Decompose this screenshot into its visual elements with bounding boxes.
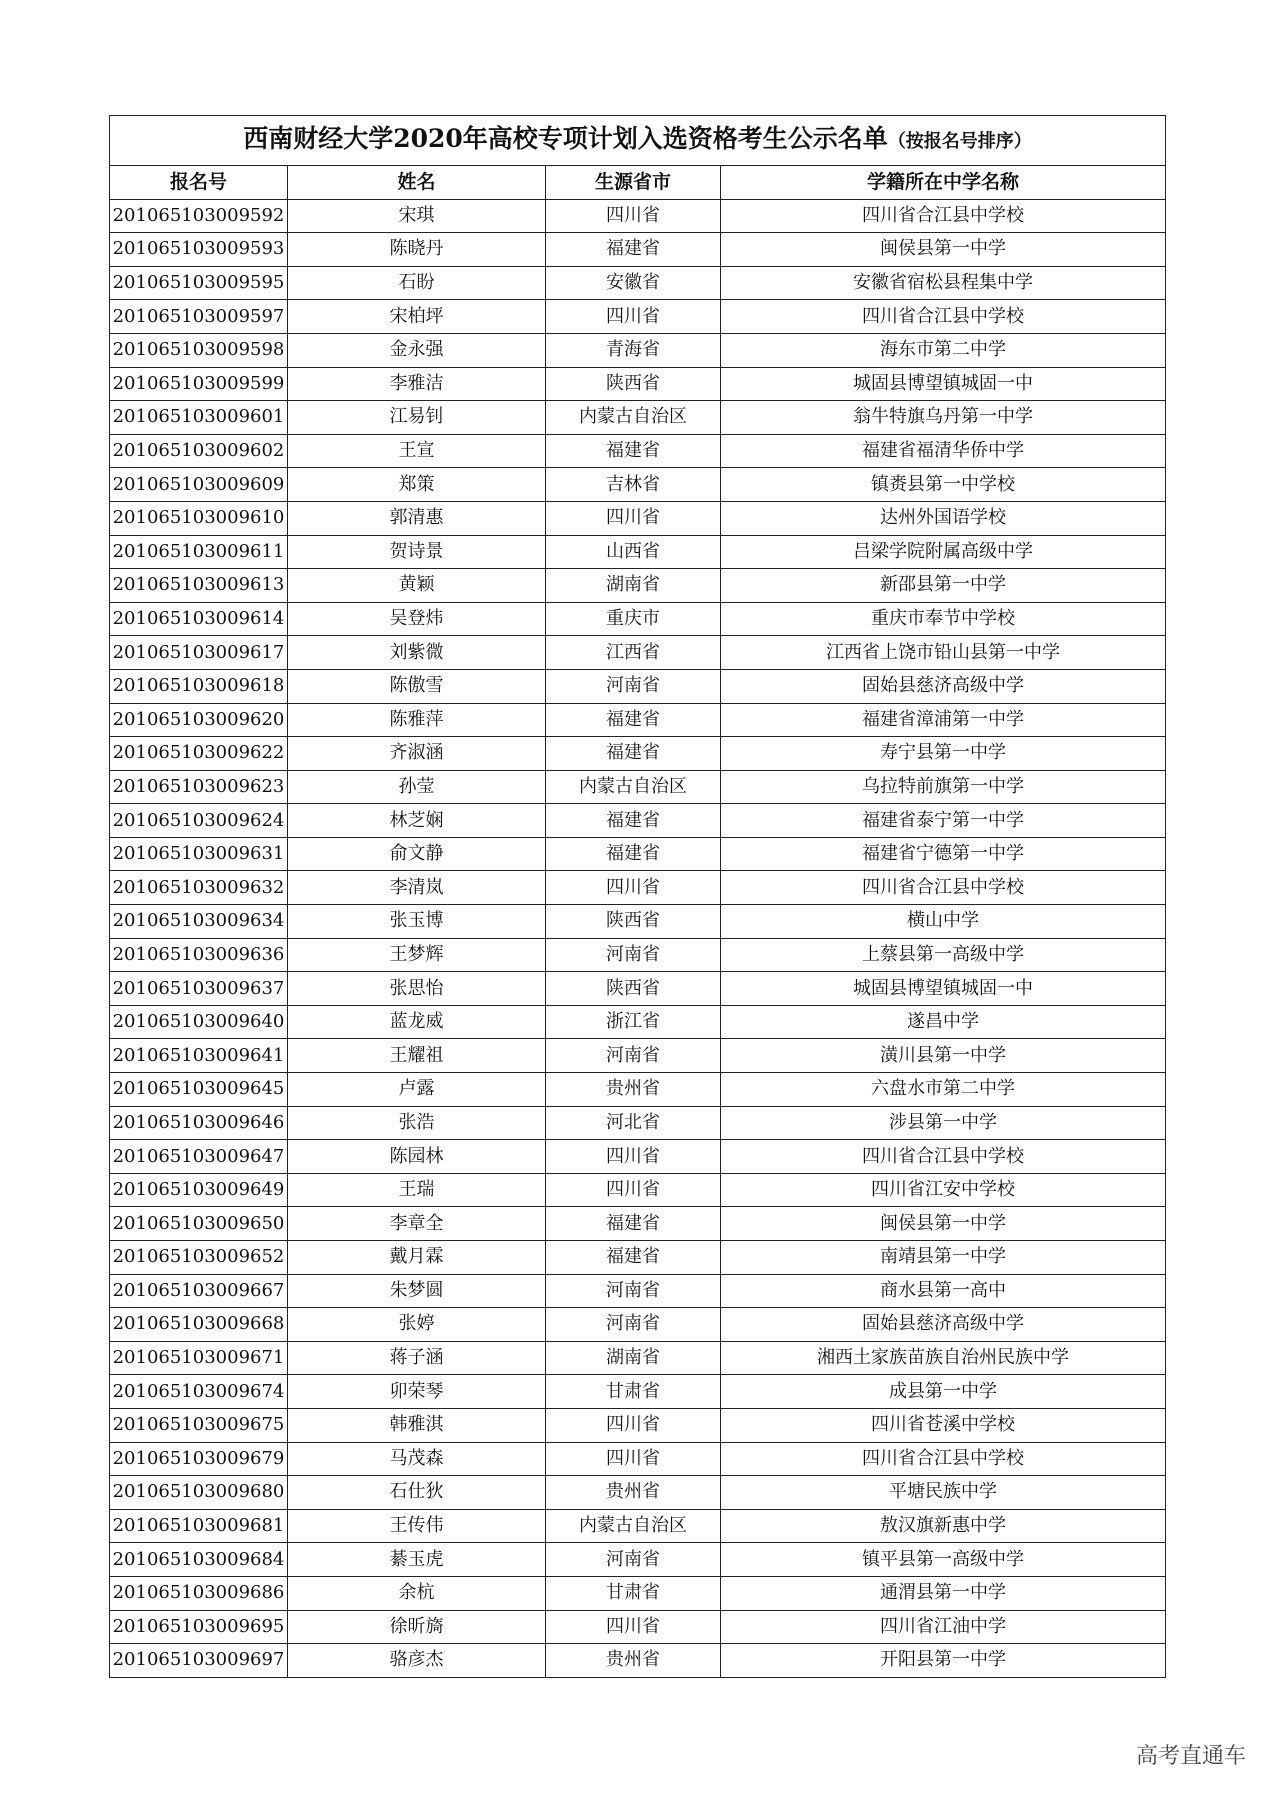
header-row	[110, 166, 1166, 200]
cell-registration-id: 201065103009636	[110, 938, 288, 972]
column-header-registration-id: 报名号	[110, 166, 288, 200]
cell-name: 孙莹	[288, 770, 546, 804]
table-row	[110, 569, 1166, 603]
cell-school: 涉县第一中学	[721, 1106, 1166, 1140]
table-row	[110, 401, 1166, 435]
table-row	[110, 1173, 1166, 1207]
cell-province: 四川省	[546, 1610, 721, 1644]
cell-school: 寿宁县第一中学	[721, 737, 1166, 771]
cell-registration-id: 201065103009610	[110, 501, 288, 535]
cell-registration-id: 201065103009675	[110, 1408, 288, 1442]
cell-province: 四川省	[546, 1140, 721, 1174]
table-row	[110, 1576, 1166, 1610]
cell-name: 林芝娴	[288, 804, 546, 838]
table-row	[110, 1341, 1166, 1375]
cell-name: 陈傲雪	[288, 669, 546, 703]
cell-name: 郑策	[288, 468, 546, 502]
cell-registration-id: 201065103009592	[110, 199, 288, 233]
cell-province: 贵州省	[546, 1476, 721, 1510]
cell-name: 王传伟	[288, 1509, 546, 1543]
cell-name: 王宣	[288, 434, 546, 468]
cell-name: 王梦辉	[288, 938, 546, 972]
cell-province: 安徽省	[546, 266, 721, 300]
table-row	[110, 1005, 1166, 1039]
cell-school: 福建省宁德第一中学	[721, 837, 1166, 871]
table-row	[110, 1106, 1166, 1140]
cell-school: 城固县博望镇城固一中	[721, 367, 1166, 401]
cell-province: 陕西省	[546, 905, 721, 939]
cell-registration-id: 201065103009618	[110, 669, 288, 703]
cell-registration-id: 201065103009620	[110, 703, 288, 737]
cell-province: 湖南省	[546, 569, 721, 603]
cell-province: 四川省	[546, 871, 721, 905]
cell-school: 镇平县第一高级中学	[721, 1543, 1166, 1577]
title-note: （按报名号排序）	[887, 131, 1032, 152]
cell-registration-id: 201065103009695	[110, 1610, 288, 1644]
table-row	[110, 1610, 1166, 1644]
cell-name: 石仕狄	[288, 1476, 546, 1510]
cell-province: 青海省	[546, 333, 721, 367]
cell-name: 徐昕旖	[288, 1610, 546, 1644]
table-row	[110, 233, 1166, 267]
cell-name: 郭清惠	[288, 501, 546, 535]
cell-registration-id: 201065103009684	[110, 1543, 288, 1577]
cell-school: 四川省合江县中学校	[721, 871, 1166, 905]
cell-name: 张婷	[288, 1308, 546, 1342]
cell-registration-id: 201065103009599	[110, 367, 288, 401]
cell-registration-id: 201065103009667	[110, 1274, 288, 1308]
cell-registration-id: 201065103009674	[110, 1375, 288, 1409]
cell-school: 海东市第二中学	[721, 333, 1166, 367]
cell-school: 商水县第一高中	[721, 1274, 1166, 1308]
cell-name: 黄颖	[288, 569, 546, 603]
cell-registration-id: 201065103009640	[110, 1005, 288, 1039]
cell-school: 南靖县第一中学	[721, 1241, 1166, 1275]
cell-name: 卯荣琴	[288, 1375, 546, 1409]
cell-province: 福建省	[546, 1207, 721, 1241]
cell-province: 贵州省	[546, 1073, 721, 1107]
cell-school: 成县第一中学	[721, 1375, 1166, 1409]
table-row	[110, 770, 1166, 804]
cell-name: 蒋子涵	[288, 1341, 546, 1375]
cell-registration-id: 201065103009634	[110, 905, 288, 939]
table-row	[110, 434, 1166, 468]
cell-province: 河南省	[546, 669, 721, 703]
cell-name: 陈雅萍	[288, 703, 546, 737]
cell-school: 达州外国语学校	[721, 501, 1166, 535]
cell-province: 重庆市	[546, 602, 721, 636]
cell-school: 福建省福清华侨中学	[721, 434, 1166, 468]
table-row	[110, 602, 1166, 636]
cell-school: 四川省江安中学校	[721, 1173, 1166, 1207]
cell-name: 韩雅淇	[288, 1408, 546, 1442]
table-row	[110, 1207, 1166, 1241]
table-row	[110, 1140, 1166, 1174]
cell-school: 福建省漳浦第一中学	[721, 703, 1166, 737]
cell-registration-id: 201065103009646	[110, 1106, 288, 1140]
cell-school: 四川省合江县中学校	[721, 199, 1166, 233]
table-row	[110, 367, 1166, 401]
cell-province: 四川省	[546, 1442, 721, 1476]
cell-school: 乌拉特前旗第一中学	[721, 770, 1166, 804]
table-row	[110, 938, 1166, 972]
cell-province: 河南省	[546, 1543, 721, 1577]
table-row	[110, 669, 1166, 703]
column-header-school: 学籍所在中学名称	[721, 166, 1166, 200]
cell-registration-id: 201065103009609	[110, 468, 288, 502]
cell-registration-id: 201065103009697	[110, 1644, 288, 1678]
cell-province: 贵州省	[546, 1644, 721, 1678]
table-row	[110, 1543, 1166, 1577]
cell-school: 敖汉旗新惠中学	[721, 1509, 1166, 1543]
cell-name: 朱梦圆	[288, 1274, 546, 1308]
cell-registration-id: 201065103009647	[110, 1140, 288, 1174]
table-row	[110, 1308, 1166, 1342]
cell-province: 山西省	[546, 535, 721, 569]
cell-school: 固始县慈济高级中学	[721, 1308, 1166, 1342]
cell-registration-id: 201065103009641	[110, 1039, 288, 1073]
table-row	[110, 871, 1166, 905]
title-row	[110, 116, 1166, 166]
cell-registration-id: 201065103009681	[110, 1509, 288, 1543]
cell-school: 湘西土家族苗族自治州民族中学	[721, 1341, 1166, 1375]
cell-registration-id: 201065103009593	[110, 233, 288, 267]
cell-registration-id: 201065103009614	[110, 602, 288, 636]
cell-registration-id: 201065103009671	[110, 1341, 288, 1375]
cell-name: 马茂森	[288, 1442, 546, 1476]
cell-name: 刘紫微	[288, 636, 546, 670]
cell-school: 平塘民族中学	[721, 1476, 1166, 1510]
cell-registration-id: 201065103009613	[110, 569, 288, 603]
table-row	[110, 199, 1166, 233]
cell-school: 翁牛特旗乌丹第一中学	[721, 401, 1166, 435]
cell-province: 内蒙古自治区	[546, 401, 721, 435]
watermark: 高考直通车	[1135, 1744, 1246, 1769]
cell-registration-id: 201065103009623	[110, 770, 288, 804]
cell-province: 四川省	[546, 300, 721, 334]
cell-province: 福建省	[546, 233, 721, 267]
table-row	[110, 1241, 1166, 1275]
cell-province: 浙江省	[546, 1005, 721, 1039]
cell-registration-id: 201065103009679	[110, 1442, 288, 1476]
cell-registration-id: 201065103009597	[110, 300, 288, 334]
table-row	[110, 1644, 1166, 1678]
page-title	[110, 116, 1166, 166]
table-row	[110, 468, 1166, 502]
cell-registration-id: 201065103009632	[110, 871, 288, 905]
table-row	[110, 1476, 1166, 1510]
cell-name: 贺诗景	[288, 535, 546, 569]
cell-school: 四川省合江县中学校	[721, 300, 1166, 334]
table-row	[110, 804, 1166, 838]
cell-school: 四川省苍溪中学校	[721, 1408, 1166, 1442]
cell-name: 卢露	[288, 1073, 546, 1107]
table-row	[110, 737, 1166, 771]
table-row	[110, 333, 1166, 367]
cell-name: 金永强	[288, 333, 546, 367]
cell-province: 福建省	[546, 434, 721, 468]
cell-province: 福建省	[546, 737, 721, 771]
cell-name: 齐淑涵	[288, 737, 546, 771]
cell-name: 宋柏坪	[288, 300, 546, 334]
cell-registration-id: 201065103009617	[110, 636, 288, 670]
cell-province: 四川省	[546, 1173, 721, 1207]
table-row	[110, 905, 1166, 939]
cell-school: 开阳县第一中学	[721, 1644, 1166, 1678]
cell-name: 石盼	[288, 266, 546, 300]
title-text: 西南财经大学2020年高校专项计划入选资格考生公示名单	[243, 124, 888, 153]
cell-name: 李雅洁	[288, 367, 546, 401]
table-row	[110, 1274, 1166, 1308]
cell-registration-id: 201065103009645	[110, 1073, 288, 1107]
cell-registration-id: 201065103009601	[110, 401, 288, 435]
cell-registration-id: 201065103009611	[110, 535, 288, 569]
cell-school: 镇赉县第一中学校	[721, 468, 1166, 502]
table-row	[110, 1073, 1166, 1107]
cell-registration-id: 201065103009624	[110, 804, 288, 838]
cell-school: 通渭县第一中学	[721, 1576, 1166, 1610]
table-row	[110, 1442, 1166, 1476]
table-row	[110, 1375, 1166, 1409]
cell-registration-id: 201065103009649	[110, 1173, 288, 1207]
cell-province: 河南省	[546, 1308, 721, 1342]
cell-school: 上蔡县第一高级中学	[721, 938, 1166, 972]
cell-province: 四川省	[546, 1408, 721, 1442]
cell-province: 陕西省	[546, 972, 721, 1006]
cell-school: 横山中学	[721, 905, 1166, 939]
cell-name: 綦玉虎	[288, 1543, 546, 1577]
table-row	[110, 300, 1166, 334]
cell-school: 遂昌中学	[721, 1005, 1166, 1039]
cell-province: 河南省	[546, 938, 721, 972]
cell-name: 李清岚	[288, 871, 546, 905]
cell-registration-id: 201065103009686	[110, 1576, 288, 1610]
cell-school: 四川省合江县中学校	[721, 1442, 1166, 1476]
cell-school: 江西省上饶市铅山县第一中学	[721, 636, 1166, 670]
table-row	[110, 1039, 1166, 1073]
candidate-list-table	[109, 115, 1166, 1678]
cell-name: 骆彦杰	[288, 1644, 546, 1678]
cell-registration-id: 201065103009668	[110, 1308, 288, 1342]
cell-school: 吕梁学院附属高级中学	[721, 535, 1166, 569]
cell-name: 陈园林	[288, 1140, 546, 1174]
cell-name: 张浩	[288, 1106, 546, 1140]
cell-name: 李章全	[288, 1207, 546, 1241]
cell-school: 四川省江油中学	[721, 1610, 1166, 1644]
cell-registration-id: 201065103009602	[110, 434, 288, 468]
cell-province: 吉林省	[546, 468, 721, 502]
table-row	[110, 1408, 1166, 1442]
cell-registration-id: 201065103009622	[110, 737, 288, 771]
cell-province: 河北省	[546, 1106, 721, 1140]
cell-name: 戴月霖	[288, 1241, 546, 1275]
table-row	[110, 837, 1166, 871]
cell-school: 四川省合江县中学校	[721, 1140, 1166, 1174]
cell-registration-id: 201065103009598	[110, 333, 288, 367]
table-row	[110, 636, 1166, 670]
table-row	[110, 266, 1166, 300]
cell-registration-id: 201065103009680	[110, 1476, 288, 1510]
table-row	[110, 703, 1166, 737]
cell-province: 内蒙古自治区	[546, 770, 721, 804]
cell-registration-id: 201065103009595	[110, 266, 288, 300]
cell-school: 重庆市奉节中学校	[721, 602, 1166, 636]
cell-name: 王耀祖	[288, 1039, 546, 1073]
cell-name: 蓝龙威	[288, 1005, 546, 1039]
cell-school: 福建省泰宁第一中学	[721, 804, 1166, 838]
cell-province: 四川省	[546, 199, 721, 233]
cell-name: 张玉博	[288, 905, 546, 939]
cell-province: 河南省	[546, 1039, 721, 1073]
cell-school: 六盘水市第二中学	[721, 1073, 1166, 1107]
cell-province: 陕西省	[546, 367, 721, 401]
cell-school: 新邵县第一中学	[721, 569, 1166, 603]
cell-school: 潢川县第一中学	[721, 1039, 1166, 1073]
cell-province: 福建省	[546, 837, 721, 871]
cell-province: 湖南省	[546, 1341, 721, 1375]
cell-school: 城固县博望镇城固一中	[721, 972, 1166, 1006]
cell-province: 福建省	[546, 1241, 721, 1275]
cell-province: 福建省	[546, 804, 721, 838]
cell-school: 固始县慈济高级中学	[721, 669, 1166, 703]
cell-province: 福建省	[546, 703, 721, 737]
column-header-province: 生源省市	[546, 166, 721, 200]
cell-school: 安徽省宿松县程集中学	[721, 266, 1166, 300]
cell-province: 内蒙古自治区	[546, 1509, 721, 1543]
cell-province: 河南省	[546, 1274, 721, 1308]
table-row	[110, 1509, 1166, 1543]
cell-province: 四川省	[546, 501, 721, 535]
cell-name: 张思怡	[288, 972, 546, 1006]
cell-name: 宋琪	[288, 199, 546, 233]
cell-province: 江西省	[546, 636, 721, 670]
cell-name: 江易钊	[288, 401, 546, 435]
table-row	[110, 535, 1166, 569]
cell-registration-id: 201065103009652	[110, 1241, 288, 1275]
column-header-name: 姓名	[288, 166, 546, 200]
cell-registration-id: 201065103009631	[110, 837, 288, 871]
cell-province: 甘肃省	[546, 1375, 721, 1409]
table-body	[110, 199, 1166, 1677]
cell-name: 余杭	[288, 1576, 546, 1610]
cell-name: 王瑞	[288, 1173, 546, 1207]
cell-name: 俞文静	[288, 837, 546, 871]
table-row	[110, 501, 1166, 535]
cell-registration-id: 201065103009650	[110, 1207, 288, 1241]
cell-school: 闽侯县第一中学	[721, 1207, 1166, 1241]
cell-school: 闽侯县第一中学	[721, 233, 1166, 267]
cell-registration-id: 201065103009637	[110, 972, 288, 1006]
table-row	[110, 972, 1166, 1006]
cell-name: 陈晓丹	[288, 233, 546, 267]
cell-province: 甘肃省	[546, 1576, 721, 1610]
cell-name: 吴登炜	[288, 602, 546, 636]
